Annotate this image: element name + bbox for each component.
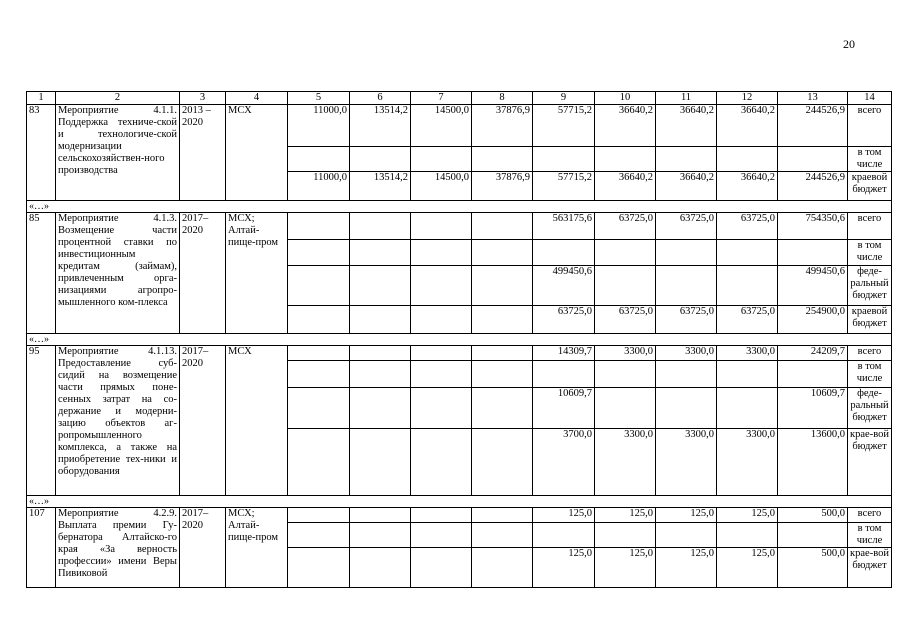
value-cell	[778, 361, 848, 388]
value-cell: 14500,0	[411, 172, 472, 201]
value-cell	[288, 361, 350, 388]
header-cell: 8	[472, 92, 533, 105]
header-cell: 11	[656, 92, 717, 105]
period: 2013 – 2020	[180, 105, 226, 201]
funding-source: краевой бюджет	[848, 172, 892, 201]
value-cell	[656, 388, 717, 429]
value-cell	[472, 429, 533, 496]
row-number: 95	[27, 346, 56, 496]
value-cell: 499450,6	[778, 266, 848, 306]
value-cell: 125,0	[595, 508, 656, 523]
value-cell: 3300,0	[717, 429, 778, 496]
value-cell: 63725,0	[717, 306, 778, 334]
funding-source: феде-ральный бюджет	[848, 388, 892, 429]
value-cell	[288, 346, 350, 361]
header-cell: 6	[350, 92, 411, 105]
value-cell: 3300,0	[595, 429, 656, 496]
value-cell	[656, 240, 717, 266]
value-cell: 254900,0	[778, 306, 848, 334]
value-cell	[411, 523, 472, 548]
measure-name: Мероприятие 4.1.13. Предоставление суб-сидий на возмещение части прямых поне-сенных затрат на со-держание и модерни-зацию объектов аг-ропромышленного комплекса, а также на приобретение тех-ники и оборудования	[56, 346, 180, 496]
value-cell	[350, 361, 411, 388]
value-cell	[778, 240, 848, 266]
funding-source: краевой бюджет	[848, 306, 892, 334]
value-cell: 500,0	[778, 508, 848, 523]
value-cell: 63725,0	[533, 306, 595, 334]
value-cell: 63725,0	[595, 213, 656, 240]
value-cell	[778, 523, 848, 548]
header-cell: 10	[595, 92, 656, 105]
header-cell: 1	[27, 92, 56, 105]
table-row	[27, 508, 892, 523]
row-number: 83	[27, 105, 56, 201]
value-cell	[472, 508, 533, 523]
value-cell: 10609,7	[778, 388, 848, 429]
value-cell	[533, 361, 595, 388]
measure-name: Мероприятие 4.1.1. Поддержка техниче-ской и технологиче-ской модернизации сельскохозяйствен-ного производства	[56, 105, 180, 201]
value-cell	[288, 240, 350, 266]
value-cell: 36640,2	[656, 105, 717, 147]
value-cell	[778, 147, 848, 172]
funding-source: всего	[848, 346, 892, 361]
value-cell	[350, 346, 411, 361]
value-cell	[472, 306, 533, 334]
value-cell: 57715,2	[533, 105, 595, 147]
row-number: 107	[27, 508, 56, 588]
value-cell	[717, 266, 778, 306]
ellipsis-row	[27, 334, 892, 346]
value-cell	[288, 213, 350, 240]
table-row	[27, 213, 892, 240]
funding-source: в том числе	[848, 361, 892, 388]
value-cell: 125,0	[717, 508, 778, 523]
value-cell: 36640,2	[595, 172, 656, 201]
table-row	[27, 346, 892, 361]
value-cell: 13600,0	[778, 429, 848, 496]
value-cell: 125,0	[717, 548, 778, 588]
executor: МСХ; Алтай-пище-пром	[226, 508, 288, 588]
value-cell	[288, 508, 350, 523]
value-cell	[350, 429, 411, 496]
value-cell	[656, 361, 717, 388]
value-cell: 13514,2	[350, 172, 411, 201]
value-cell: 14500,0	[411, 105, 472, 147]
value-cell: 754350,6	[778, 213, 848, 240]
value-cell: 10609,7	[533, 388, 595, 429]
value-cell	[350, 548, 411, 588]
value-cell: 244526,9	[778, 105, 848, 147]
value-cell	[350, 306, 411, 334]
value-cell	[656, 147, 717, 172]
value-cell	[411, 306, 472, 334]
value-cell	[533, 240, 595, 266]
value-cell: 57715,2	[533, 172, 595, 201]
value-cell: 13514,2	[350, 105, 411, 147]
value-cell	[411, 429, 472, 496]
value-cell: 499450,6	[533, 266, 595, 306]
value-cell	[411, 266, 472, 306]
value-cell: 14309,7	[533, 346, 595, 361]
value-cell	[656, 266, 717, 306]
value-cell	[717, 361, 778, 388]
value-cell: 11000,0	[288, 172, 350, 201]
value-cell: 3300,0	[717, 346, 778, 361]
value-cell	[288, 388, 350, 429]
value-cell	[595, 147, 656, 172]
header-cell: 4	[226, 92, 288, 105]
value-cell	[350, 240, 411, 266]
ellipsis-cell: «…»	[27, 496, 892, 508]
value-cell	[472, 361, 533, 388]
value-cell	[411, 548, 472, 588]
value-cell: 500,0	[778, 548, 848, 588]
value-cell	[411, 361, 472, 388]
value-cell: 37876,9	[472, 172, 533, 201]
value-cell	[472, 346, 533, 361]
value-cell	[717, 388, 778, 429]
funding-source: крае-вой бюджет	[848, 429, 892, 496]
value-cell	[533, 147, 595, 172]
value-cell: 36640,2	[595, 105, 656, 147]
value-cell	[288, 266, 350, 306]
value-cell: 36640,2	[717, 172, 778, 201]
value-cell	[595, 523, 656, 548]
value-cell	[411, 213, 472, 240]
value-cell	[350, 523, 411, 548]
period: 2017– 2020	[180, 508, 226, 588]
table-body	[27, 92, 892, 588]
funding-source: всего	[848, 105, 892, 147]
value-cell	[411, 240, 472, 266]
value-cell: 563175,6	[533, 213, 595, 240]
value-cell: 125,0	[595, 548, 656, 588]
value-cell	[472, 548, 533, 588]
value-cell	[411, 508, 472, 523]
header-cell: 14	[848, 92, 892, 105]
value-cell	[288, 523, 350, 548]
value-cell: 36640,2	[656, 172, 717, 201]
funding-source: в том числе	[848, 523, 892, 548]
value-cell	[595, 266, 656, 306]
value-cell: 63725,0	[656, 306, 717, 334]
header-cell: 2	[56, 92, 180, 105]
value-cell	[350, 213, 411, 240]
value-cell	[288, 147, 350, 172]
value-cell: 63725,0	[656, 213, 717, 240]
value-cell	[411, 388, 472, 429]
value-cell: 24209,7	[778, 346, 848, 361]
value-cell: 11000,0	[288, 105, 350, 147]
funding-source: в том числе	[848, 147, 892, 172]
value-cell	[472, 266, 533, 306]
funding-source: феде-ральный бюджет	[848, 266, 892, 306]
ellipsis-row	[27, 496, 892, 508]
ellipsis-cell: «…»	[27, 334, 892, 346]
header-cell: 9	[533, 92, 595, 105]
value-cell: 125,0	[656, 548, 717, 588]
budget-table	[26, 91, 892, 588]
measure-name: Мероприятие 4.1.3. Возмещение части процентной ставки по инвестиционным кредитам (займам), привлеченным орга-низациями агропро-мышленного ком-плекса	[56, 213, 180, 334]
executor: МСХ	[226, 346, 288, 496]
period: 2017– 2020	[180, 213, 226, 334]
value-cell: 37876,9	[472, 105, 533, 147]
executor: МСХ; Алтай-пище-пром	[226, 213, 288, 334]
value-cell	[350, 147, 411, 172]
value-cell	[472, 240, 533, 266]
value-cell: 36640,2	[717, 105, 778, 147]
value-cell	[350, 388, 411, 429]
value-cell	[472, 147, 533, 172]
measure-name: Мероприятие 4.2.9. Выплата премии Гу-бернатора Алтайско-го края «За верность профессии» имени Веры Пивиковой	[56, 508, 180, 588]
value-cell	[717, 240, 778, 266]
value-cell	[717, 523, 778, 548]
header-cell: 12	[717, 92, 778, 105]
funding-source: в том числе	[848, 240, 892, 266]
value-cell: 244526,9	[778, 172, 848, 201]
value-cell	[595, 240, 656, 266]
value-cell: 3300,0	[656, 429, 717, 496]
value-cell	[533, 523, 595, 548]
value-cell	[288, 429, 350, 496]
funding-source: всего	[848, 508, 892, 523]
funding-source: всего	[848, 213, 892, 240]
value-cell	[350, 508, 411, 523]
period: 2017– 2020	[180, 346, 226, 496]
value-cell: 3300,0	[656, 346, 717, 361]
value-cell	[717, 147, 778, 172]
value-cell	[472, 213, 533, 240]
value-cell	[350, 266, 411, 306]
row-number: 85	[27, 213, 56, 334]
funding-source: крае-вой бюджет	[848, 548, 892, 588]
header-cell: 3	[180, 92, 226, 105]
table-row	[27, 105, 892, 147]
value-cell	[288, 548, 350, 588]
value-cell: 3700,0	[533, 429, 595, 496]
value-cell	[656, 523, 717, 548]
value-cell	[288, 306, 350, 334]
value-cell	[595, 388, 656, 429]
value-cell: 63725,0	[717, 213, 778, 240]
value-cell	[472, 523, 533, 548]
value-cell: 63725,0	[595, 306, 656, 334]
value-cell	[595, 361, 656, 388]
value-cell: 125,0	[533, 508, 595, 523]
executor: МСХ	[226, 105, 288, 201]
ellipsis-row	[27, 201, 892, 213]
header-row	[27, 92, 892, 105]
header-cell: 7	[411, 92, 472, 105]
header-cell: 5	[288, 92, 350, 105]
value-cell	[472, 388, 533, 429]
value-cell	[411, 147, 472, 172]
value-cell: 3300,0	[595, 346, 656, 361]
ellipsis-cell: «…»	[27, 201, 892, 213]
page-number: 20	[843, 37, 855, 51]
value-cell: 125,0	[533, 548, 595, 588]
header-cell: 13	[778, 92, 848, 105]
value-cell	[411, 346, 472, 361]
value-cell: 125,0	[656, 508, 717, 523]
